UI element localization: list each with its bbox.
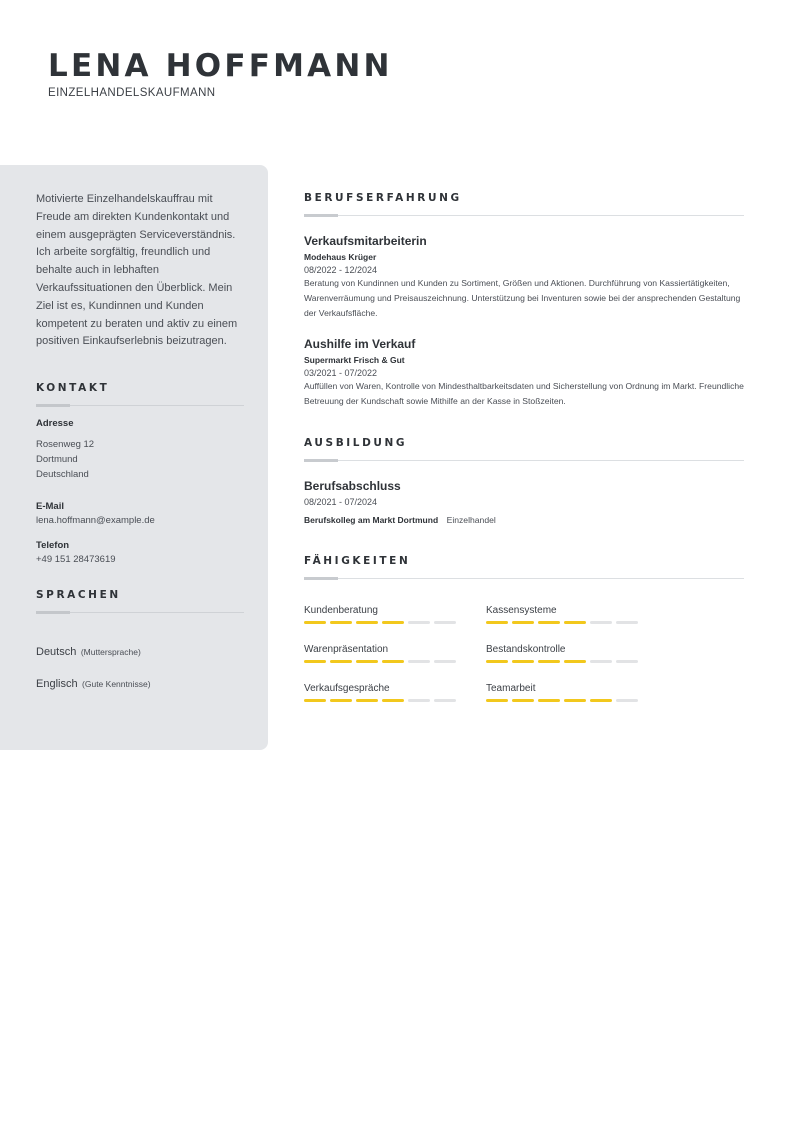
phone-label: Telefon <box>36 540 70 552</box>
job-dates: 03/2021 - 07/2022 <box>304 368 378 378</box>
contact-divider <box>36 405 244 406</box>
job-entry <box>304 234 744 321</box>
language-name: Deutsch <box>36 646 77 659</box>
skill-bar-filled <box>356 660 378 663</box>
job-description: Beratung von Kundinnen und Kunden zu Sortiment, Größen und Aktionen. Durchführung von Kassiertätigkeiten, Warenverräumung und Preisauszeichnung. Unterstützung bei Inventuren sowie bei der ansprechenden Gestaltung der Verkaufsfläche. <box>304 278 741 318</box>
skill-bar-filled <box>330 699 352 702</box>
languages-divider <box>36 612 244 613</box>
language-level: (Muttersprache) <box>80 647 141 658</box>
skill-bar-filled <box>304 660 326 663</box>
languages-heading: SPRACHEN <box>36 589 121 602</box>
main-content <box>304 192 744 702</box>
sidebar <box>0 165 268 750</box>
skill-bar-filled <box>486 660 508 663</box>
skill-bar-filled <box>356 621 378 624</box>
skill-label: Kassensysteme <box>486 605 557 616</box>
skill-bars <box>304 660 486 663</box>
skill-item <box>304 644 486 663</box>
skills-grid <box>304 605 744 702</box>
job-company: Modehaus Krüger <box>304 252 377 262</box>
skill-item <box>486 605 668 624</box>
job-title: Verkaufsmitarbeiterin <box>304 234 427 248</box>
skill-bar-filled <box>538 699 560 702</box>
skill-bar-filled <box>330 621 352 624</box>
contact-section <box>36 382 244 567</box>
skills-heading: FÄHIGKEITEN <box>304 555 411 567</box>
skill-bar-filled <box>382 699 404 702</box>
skill-bar-empty <box>408 621 430 624</box>
skill-bar-empty <box>590 660 612 663</box>
email-label: E-Mail <box>36 501 64 513</box>
skill-bar-empty <box>616 621 638 624</box>
skill-bar-filled <box>382 621 404 624</box>
job-entry <box>304 337 744 409</box>
skill-bar-empty <box>616 699 638 702</box>
skill-bar-filled <box>356 699 378 702</box>
email-value[interactable]: lena.hoffmann@example.de <box>36 515 155 527</box>
skill-item <box>486 683 668 702</box>
education-section <box>304 437 744 528</box>
address-line: Dortmund <box>36 454 78 466</box>
skill-label: Warenpräsentation <box>304 644 389 655</box>
language-level: (Gute Kenntnisse) <box>82 679 151 690</box>
skill-label: Bestandskontrolle <box>486 644 566 655</box>
education-field: Einzelhandel <box>446 515 496 525</box>
skill-bar-filled <box>512 660 534 663</box>
profile-summary: Motivierte Einzelhandelskauffrau mit Freude am direkten Kundenkontakt und einem ausgeprägten Serviceverständnis. Ich arbeite sorgfältig, freundlich und behalte auch in lebhaften Verkaufssituationen den Überblick. Mein Ziel ist es, Kundinnen und Kunden kompetent zu beraten und aktiv zu einem positiven Einkaufserlebnis beizutragen. <box>36 193 238 348</box>
job-dates: 08/2022 - 12/2024 <box>304 265 378 275</box>
skill-bar-filled <box>330 660 352 663</box>
skill-bar-empty <box>408 660 430 663</box>
address-line: Deutschland <box>36 469 89 481</box>
skill-bars <box>304 621 486 624</box>
phone-value[interactable]: +49 151 28473619 <box>36 554 116 566</box>
skill-label: Verkaufsgespräche <box>304 683 390 694</box>
education-entry <box>304 479 744 528</box>
skill-bar-filled <box>512 699 534 702</box>
skill-bar-filled <box>564 621 586 624</box>
skill-bars <box>486 699 668 702</box>
skill-label: Teamarbeit <box>486 683 536 694</box>
skill-bar-filled <box>486 621 508 624</box>
experience-section <box>304 192 744 409</box>
language-item <box>36 642 244 660</box>
skill-bar-filled <box>564 660 586 663</box>
languages-section <box>36 589 244 692</box>
skill-bar-filled <box>538 621 560 624</box>
education-dates: 08/2021 - 07/2024 <box>304 497 378 507</box>
job-title: Aushilfe im Verkauf <box>304 337 416 351</box>
skill-bar-empty <box>434 699 456 702</box>
skills-section <box>304 555 744 702</box>
experience-heading: BERUFSERFAHRUNG <box>304 192 462 204</box>
skill-item <box>486 644 668 663</box>
candidate-name: LENA HOFFMANN <box>48 48 393 84</box>
skill-bars <box>486 621 668 624</box>
skill-bars <box>486 660 668 663</box>
skill-bar-filled <box>512 621 534 624</box>
skill-bar-filled <box>590 699 612 702</box>
education-school: Berufskolleg am Markt Dortmund <box>304 515 439 525</box>
skill-bar-empty <box>408 699 430 702</box>
skill-label: Kundenberatung <box>304 605 378 616</box>
header <box>48 48 393 99</box>
job-company: Supermarkt Frisch & Gut <box>304 355 405 365</box>
skill-bar-empty <box>616 660 638 663</box>
skill-item <box>304 605 486 624</box>
candidate-job-title: EINZELHANDELSKAUFMANN <box>48 87 216 99</box>
education-school-line <box>304 510 744 528</box>
education-divider <box>304 460 744 461</box>
contact-heading: KONTAKT <box>36 382 110 395</box>
skill-bar-filled <box>382 660 404 663</box>
skill-item <box>304 683 486 702</box>
skill-bars <box>304 699 486 702</box>
skill-bar-empty <box>590 621 612 624</box>
skills-divider <box>304 578 744 579</box>
skill-bar-filled <box>486 699 508 702</box>
education-heading: AUSBILDUNG <box>304 437 408 449</box>
address-label: Adresse <box>36 418 74 430</box>
address-line: Rosenweg 12 <box>36 439 95 451</box>
experience-divider <box>304 215 744 216</box>
skill-bar-filled <box>304 699 326 702</box>
job-description: Auffüllen von Waren, Kontrolle von Mindesthaltbarkeitsdaten und Sicherstellung von Ordnung im Markt. Freundliche Betreuung der Kundschaft sowie Mithilfe an der Kasse in Stoßzeiten. <box>304 381 744 406</box>
skill-bar-filled <box>304 621 326 624</box>
language-name: Englisch <box>36 678 78 691</box>
education-title: Berufsabschluss <box>304 479 401 493</box>
address-block <box>36 437 244 482</box>
skill-bar-empty <box>434 660 456 663</box>
language-item <box>36 674 244 692</box>
skill-bar-empty <box>434 621 456 624</box>
skill-bar-filled <box>564 699 586 702</box>
skill-bar-filled <box>538 660 560 663</box>
